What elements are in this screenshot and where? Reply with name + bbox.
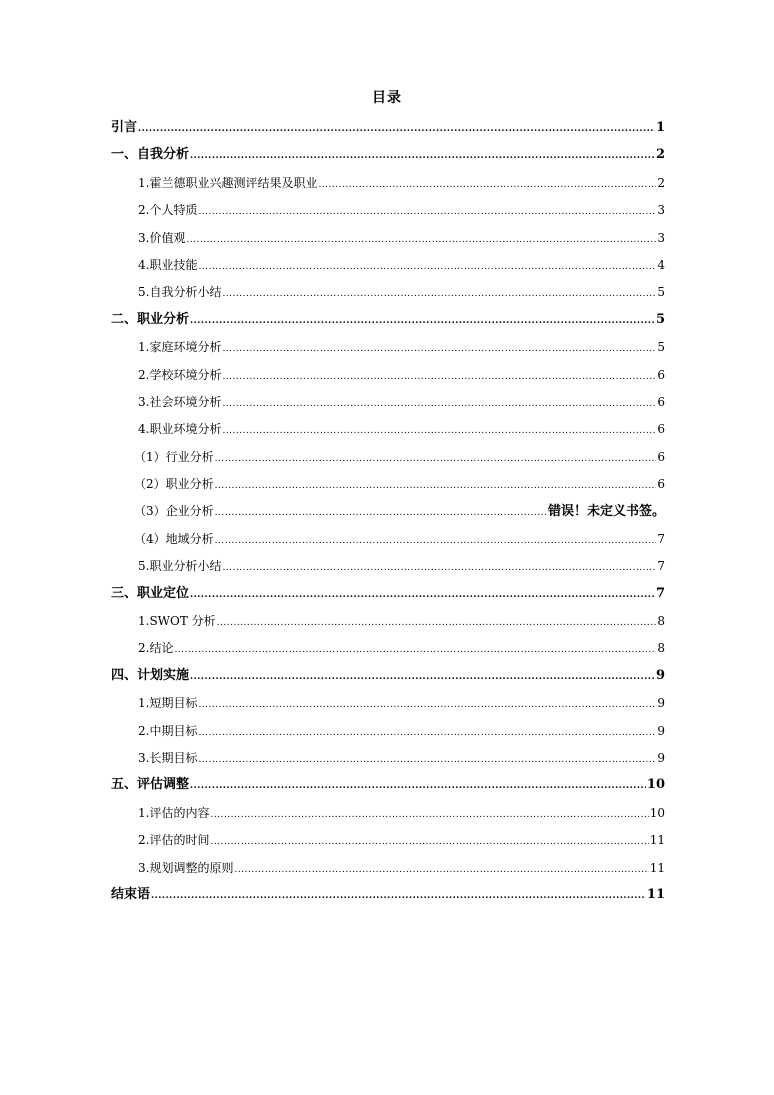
toc-entry[interactable] (111, 417, 665, 444)
toc-dot-leader (138, 117, 655, 141)
toc-dot-leader (215, 474, 657, 498)
toc-entry-label: 引言 (111, 120, 138, 135)
toc-entry[interactable] (111, 390, 665, 417)
toc-entry-label: 5.自我分析小结 (138, 285, 222, 300)
toc-dot-leader (215, 529, 657, 553)
toc-entry-label: 2.中期目标 (138, 723, 198, 738)
toc-page-number: 3 (657, 203, 665, 218)
toc-entry-label: 4.职业环境分析 (138, 422, 222, 437)
toc-dot-leader (222, 392, 656, 416)
toc-entry[interactable] (111, 280, 665, 307)
toc-page-number: 11 (649, 860, 665, 875)
toc-entry-label: 3.规划调整的原则 (138, 860, 234, 875)
toc-dot-leader (190, 309, 655, 333)
toc-entry-label: （3）企业分析 (134, 504, 214, 519)
toc-page-number: 4 (657, 257, 665, 272)
toc-dot-leader (217, 611, 657, 635)
toc-entry-label: 2.结论 (138, 641, 174, 656)
toc-entry[interactable] (111, 143, 665, 170)
toc-page-number: 3 (657, 230, 665, 245)
toc-entry-label: 2.个人特质 (138, 203, 198, 218)
toc-entry[interactable] (111, 363, 665, 390)
toc-entry[interactable] (111, 801, 665, 828)
toc-dot-leader (198, 200, 656, 224)
toc-page-number: 6 (657, 449, 665, 464)
toc-dot-leader (234, 858, 648, 882)
toc-page-number: 6 (657, 477, 665, 492)
toc-page-number: 1 (655, 120, 665, 135)
toc-page-number: 11 (646, 886, 665, 902)
toc-entry-label: （2）职业分析 (134, 477, 214, 492)
toc-dot-leader (198, 255, 656, 279)
toc-page-number: 6 (657, 422, 665, 437)
toc-page-number: 7 (657, 559, 665, 574)
toc-page-number: 11 (649, 833, 665, 848)
toc-entry-label: 一、自我分析 (111, 147, 190, 163)
toc-dot-leader (190, 583, 655, 607)
toc-dot-leader (174, 638, 656, 662)
toc-entry-label: 五、评估调整 (111, 777, 190, 793)
toc-dot-leader (210, 803, 648, 827)
toc-entry[interactable] (111, 773, 665, 800)
toc-entry[interactable] (111, 664, 665, 691)
toc-dot-leader (222, 556, 656, 580)
toc-entry[interactable] (111, 691, 665, 718)
toc-dot-leader (318, 173, 656, 197)
toc-page-number: 2 (655, 147, 665, 163)
toc-entry-label: 1.家庭环境分析 (138, 340, 222, 355)
toc-entry-label: 二、职业分析 (111, 311, 190, 327)
toc-dot-leader (222, 282, 656, 306)
toc-entry-label: （4）地域分析 (134, 531, 214, 546)
toc-entry-label: （1）行业分析 (134, 449, 214, 464)
toc-entry[interactable] (111, 609, 665, 636)
toc-entry[interactable] (111, 527, 665, 554)
toc-dot-leader (190, 665, 655, 689)
toc-entry-label: 1.评估的内容 (138, 805, 210, 820)
toc-entry[interactable] (111, 499, 665, 526)
toc-entry[interactable] (111, 554, 665, 581)
toc-page-number: 7 (655, 585, 665, 601)
toc-entry[interactable] (111, 308, 665, 335)
toc-entry-label: 2.学校环境分析 (138, 367, 222, 382)
toc-title: 目录 (372, 90, 402, 106)
toc-page-number: 8 (657, 614, 665, 629)
toc-entry[interactable] (111, 828, 665, 855)
toc-entry[interactable] (111, 198, 665, 225)
toc-page-number: 2 (657, 175, 665, 190)
toc-entry[interactable] (111, 719, 665, 746)
toc-entry-label: 1.SWOT 分析 (138, 614, 216, 629)
toc-dot-leader (198, 721, 656, 745)
toc-dot-leader (198, 748, 656, 772)
toc-entry-label: 三、职业定位 (111, 585, 190, 601)
toc-dot-leader (151, 884, 646, 908)
toc-page-number: 7 (657, 531, 665, 546)
toc-page-number: 5 (657, 285, 665, 300)
toc-dot-leader (222, 419, 656, 443)
toc-page-number: 9 (655, 667, 665, 683)
toc-entry[interactable] (111, 883, 665, 910)
toc-dot-leader (210, 830, 648, 854)
toc-dot-leader (198, 693, 656, 717)
toc-entry-label: 3.长期目标 (138, 750, 198, 765)
toc-dot-leader (222, 337, 656, 361)
toc-entry-label: 结束语 (111, 886, 151, 902)
toc-entry[interactable] (111, 636, 665, 663)
toc-dot-leader (215, 447, 657, 471)
toc-entry-label: 3.价值观 (138, 230, 186, 245)
toc-dot-leader (186, 228, 656, 252)
toc-page-number: 10 (649, 805, 665, 820)
toc-dot-leader (222, 365, 656, 389)
toc-entry-label: 2.评估的时间 (138, 833, 210, 848)
toc-page-number: 10 (646, 777, 665, 793)
toc-page-number: 5 (657, 340, 665, 355)
toc-entry[interactable] (111, 746, 665, 773)
toc-dot-leader (190, 144, 655, 168)
toc-page-number: 9 (657, 696, 665, 711)
toc-entry[interactable] (111, 171, 665, 198)
toc-entry-label: 四、计划实施 (111, 667, 190, 683)
toc-page-number: 6 (657, 367, 665, 382)
toc-page-number: 5 (655, 311, 665, 327)
toc-entry[interactable] (111, 253, 665, 280)
toc-page-number: 6 (657, 394, 665, 409)
toc-entry-label: 3.社会环境分析 (138, 394, 222, 409)
toc-page-number: 8 (657, 641, 665, 656)
toc-page-number: 9 (657, 723, 665, 738)
toc-entry-label: 1.霍兰德职业兴趣测评结果及职业 (138, 175, 318, 190)
toc-dot-leader (190, 774, 646, 798)
toc-entry[interactable] (111, 582, 665, 609)
toc-entry[interactable] (111, 856, 665, 883)
toc-list (111, 116, 665, 910)
toc-entry[interactable] (111, 472, 665, 499)
toc-entry[interactable] (111, 335, 665, 362)
toc-entry-label: 5.职业分析小结 (138, 559, 222, 574)
toc-page-number: 9 (657, 750, 665, 765)
toc-entry[interactable] (111, 226, 665, 253)
toc-bookmark-error: 错误！未定义书签。 (547, 504, 665, 520)
toc-entry[interactable] (111, 445, 665, 472)
toc-entry-label: 1.短期目标 (138, 696, 198, 711)
toc-entry[interactable] (111, 116, 665, 143)
toc-dot-leader (215, 501, 547, 525)
toc-entry-label: 4.职业技能 (138, 257, 198, 272)
